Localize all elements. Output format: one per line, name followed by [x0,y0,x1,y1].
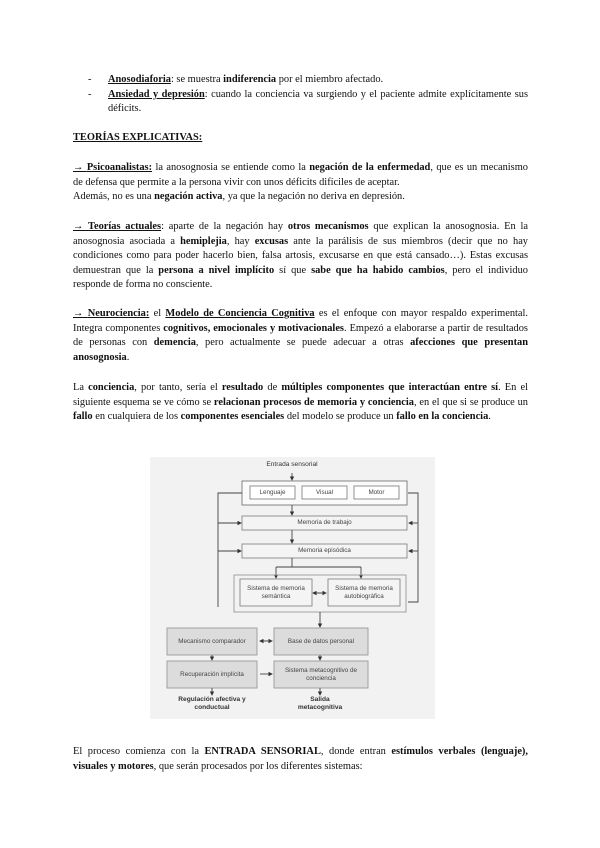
diagram-mecanismo-comparador: Mecanismo comparador [178,637,246,645]
conciencia-cognitiva-diagram [150,457,435,719]
text: : cuando la conciencia va surgiendo y el paciente admite explícitamente sus déficits. [108,88,528,115]
text: la anosognosia se entiende como la [152,162,310,173]
bold-text: persona a nivel implícito [158,264,275,276]
bullet-dash: - [88,74,92,85]
diagram-entrada-sensorial: Entrada sensorial [266,461,318,468]
diagram-base-datos: Base de datos personal [287,637,355,645]
bold-text: componentes esenciales [180,411,285,423]
diagram-memoria-trabajo: Memoria de trabajo [297,519,352,527]
bold-text: ENTRADA SENSORIAL [204,746,321,757]
text: el [149,308,166,319]
term-ansiedad: Ansiedad y depresión [108,88,205,100]
text: , que serán procesados por los diferentes sistemas: [153,760,363,772]
bold-text: indiferencia [223,74,277,85]
text: La [73,382,89,393]
bold-text: cognitivos, emocionales y motivacionales [163,322,344,334]
term-teorias-actuales: Teorías actuales [87,221,162,232]
text: . [126,351,130,363]
bold-text: demencia [153,337,196,349]
arrow-psico [73,162,152,173]
bold-text: negación activa [154,191,223,203]
text: . [488,411,491,423]
text: Además, no es una [73,191,155,203]
bold-text: fallo en la conciencia [396,411,489,423]
text: del modelo se produce un [284,411,397,423]
paragraph-teorias-actuales [73,220,528,293]
term-modelo: Modelo de Conciencia Cognitiva [165,308,315,319]
text: es el enfoque con mayor respaldo experimental. Integra componentes [73,308,528,334]
paragraph-neurociencia [73,307,528,365]
text: : aparte de la negación hay [161,221,288,232]
text: de [263,382,282,393]
term-psicoanalistas: Psicoanalistas: [86,162,153,173]
diagram-regulacion: Regulación afectiva y conductual [178,696,246,711]
bullet-anosodiaforia [88,73,528,88]
bullet-list [88,73,528,117]
bullet-dash: - [88,88,92,100]
text: , donde entran [320,746,392,757]
arrow: → [73,308,88,319]
text: , que es un mecanismo de defensa que permite a la persona vivir con unos déficits difíciles de aceptar. [73,162,528,188]
paragraph-entrada [73,745,528,774]
bold-text: sabe que ha habido cambios [311,264,445,276]
text: . Empezó a elaborarse a partir de resultados de personas con [73,322,528,349]
paragraph-psicoanalistas [73,161,528,205]
bold-text: múltiples componentes que interactúan entre sí [281,382,499,393]
text: , en el que si se produce un [414,396,528,408]
diagram-lenguaje: Lenguaje [259,488,286,496]
bold-text: relacionan procesos de memoria y conciencia [213,396,414,408]
text: . En el siguiente esquema se ve cómo se [73,382,528,408]
bold-text: conciencia [88,382,135,393]
text: , hay [226,235,255,247]
bold-text: fallo [73,411,93,423]
diagram-memoria-episodica: Memoria episódica [298,547,351,555]
diagram-memoria-autobiografica: Sistema de memoria autobiográfica [335,585,393,600]
bold-text: afecciones que presentan anosognosia [73,337,528,363]
text: en cualquiera de los [92,411,181,423]
text: , pero actualmente se puede adecuar a otras [195,337,411,349]
bold-text: negación de la enfermedad [309,162,431,173]
bullet-ansiedad [88,88,528,117]
diagram-visual: Visual [315,488,334,496]
bold-text: resultado [221,382,264,393]
bold-text: estímulos verbales (lenguaje), visuales y motores [73,746,528,772]
text: , por tanto, sería el [134,382,222,393]
diagram-salida: Salida metacognitiva [297,696,343,711]
text: sí que [274,264,312,276]
arrow: → [73,162,87,173]
section-title: TEORÍAS EXPLICATIVAS: [73,132,203,143]
text: , pero el individuo responde de forma no consciente. [73,264,528,291]
arrow: → [73,221,88,232]
text: El proceso comienza con la [73,746,205,757]
term-anosodiaforia: Anosodiaforia [108,74,171,85]
text: ante la parálisis de sus miembros (decir que no hay condiciones como para poder hacerlo bien, falsa artosis, excusarse en que está cansado…). Estas excusas demuestran que la [73,235,528,276]
text: por el miembro afectado. [276,74,384,85]
diagram-motor: Motor [368,488,385,496]
bold-text: hemiplejia [180,235,227,247]
bold-text: excusas [254,235,289,247]
bold-text: otros mecanismos [287,221,369,232]
text: : se muestra [170,74,224,85]
diagram-memoria-semantica: Sistema de memoria semántica [247,585,305,600]
arrow-neuro [73,308,149,319]
paragraph-conciencia [73,381,528,425]
text: , ya que la negación no deriva en depresión. [222,191,405,203]
arrow-teorias [73,221,161,232]
term-neurociencia: Neurociencia: [87,308,150,319]
diagram-sistema-metacognitivo: Sistema metacognitivo de conciencia [284,667,358,682]
diagram-recuperacion-implicita: Recuperación implícita [180,670,244,678]
text: que explican la anosognosia. En la anosognosia asociada a [73,221,528,247]
